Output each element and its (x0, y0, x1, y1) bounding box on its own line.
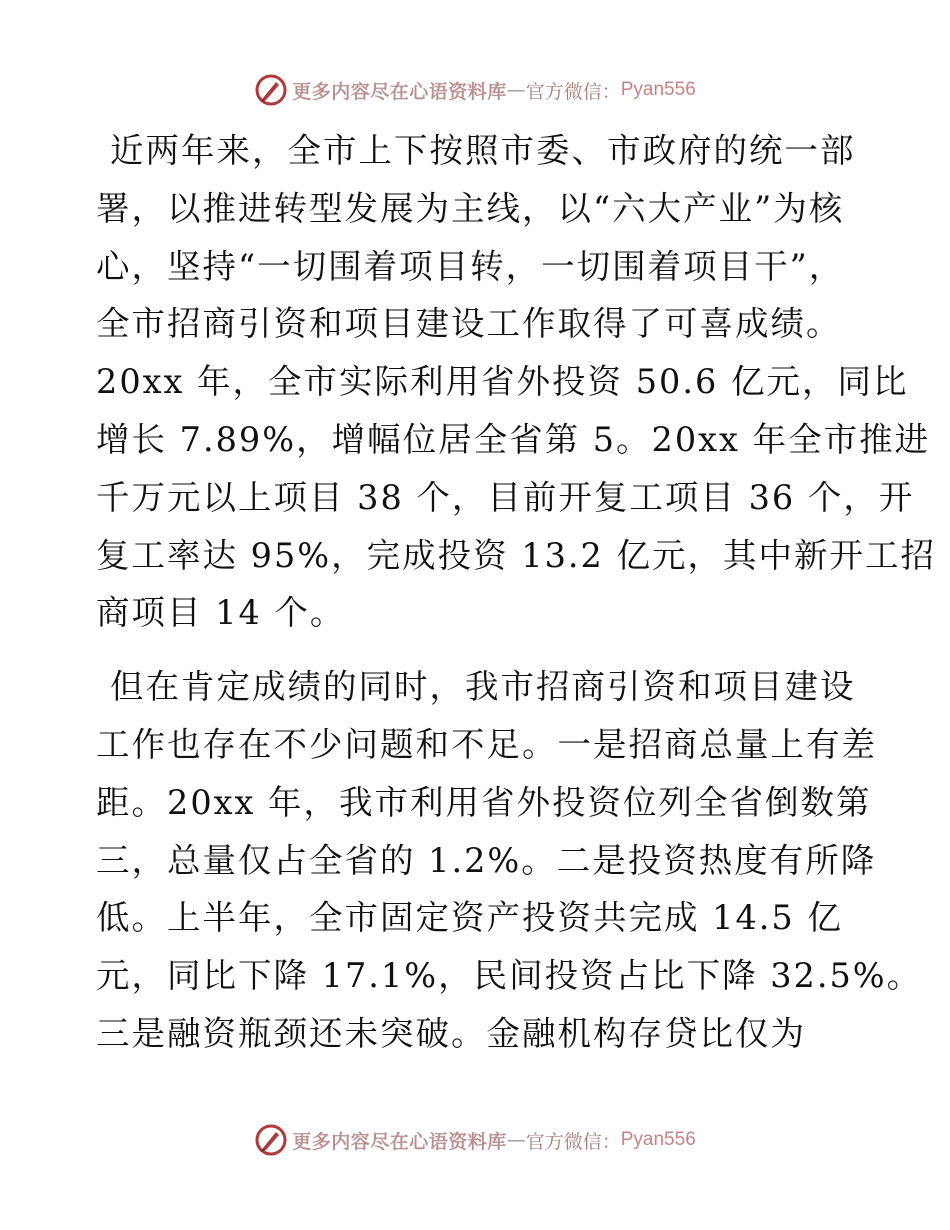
text-line: 全市招商引资和项目建设工作取得了可喜成绩。 (96, 304, 842, 344)
text-line: 复工率达 95%，完成投资 13.2 亿元，其中新开工招 (96, 535, 936, 575)
watermark-dash: — (506, 79, 526, 101)
text-line: 千万元以上项目 38 个，目前开复工项目 36 个，开 (96, 477, 915, 517)
text-line: 增长 7.89%，增幅位居全省第 5。20xx 年全市推进 (96, 419, 931, 459)
text-line: 低。上半年，全市固定资产投资共完成 14.5 亿 (96, 898, 843, 938)
watermark-wechat-id: Pyan556 (620, 79, 696, 100)
quill-pen-icon (254, 73, 288, 107)
quill-pen-icon (254, 1123, 288, 1157)
footer-watermark (0, 1122, 950, 1158)
watermark-dash: — (506, 1129, 526, 1151)
text-line: 三是融资瓶颈还未突破。金融机构存贷比仅为 (96, 1013, 806, 1053)
text-line: 近两年来，全市上下按照市委、市政府的统一部 (110, 131, 856, 170)
header-watermark (0, 72, 950, 108)
text-line: 元，同比下降 17.1%，民间投资占比下降 32.5%。 (96, 956, 923, 996)
text-line: 商项目 14 个。 (96, 593, 346, 633)
paragraph-2 (96, 658, 923, 1063)
text-line: 署，以推进转型发展为主线，以“六大产业”为核 (96, 188, 845, 228)
paragraph-1 (96, 122, 936, 642)
watermark-brand-text: 更多内容尽在心语资料库 (292, 80, 507, 103)
text-line: 但在肯定成绩的同时，我市招商引资和项目建设 (110, 667, 856, 707)
watermark-official-label: 官方微信： (525, 1130, 621, 1153)
text-line: 心，坚持“一切围着项目转，一切围着项目干”， (96, 246, 845, 286)
text-line: 工作也存在不少问题和不足。一是招商总量上有差 (96, 724, 877, 764)
text-line: 距。20xx 年，我市利用省外投资位列全省倒数第 (96, 782, 872, 822)
watermark-wechat-id: Pyan556 (620, 1129, 696, 1150)
text-line: 20xx 年，全市实际利用省外投资 50.6 亿元，同比 (96, 362, 909, 402)
document-body (96, 122, 936, 1063)
text-line: 三，总量仅占全省的 1.2%。二是投资热度有所降 (96, 840, 877, 880)
watermark-official-label: 官方微信： (525, 80, 621, 103)
watermark-brand-text: 更多内容尽在心语资料库 (292, 1130, 507, 1153)
